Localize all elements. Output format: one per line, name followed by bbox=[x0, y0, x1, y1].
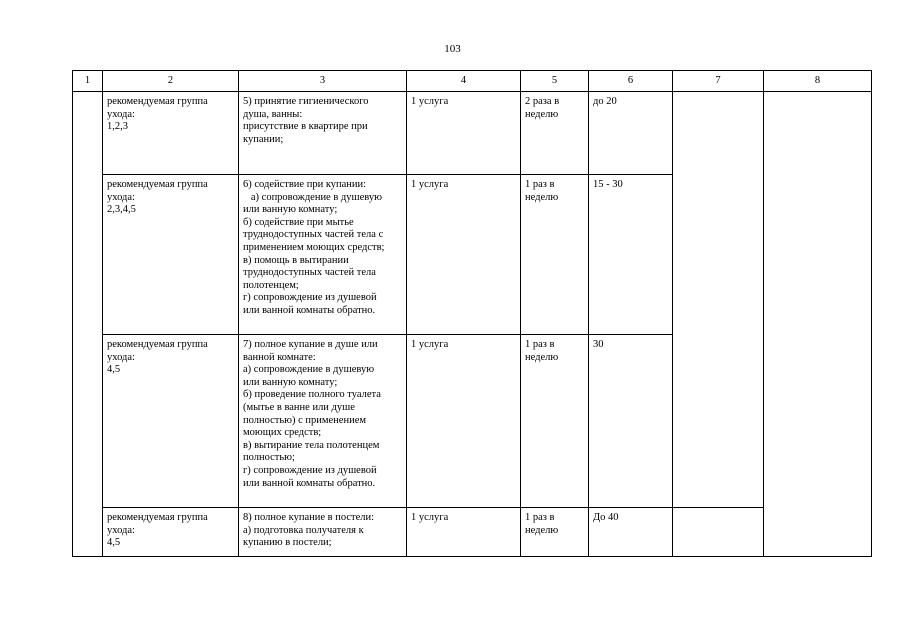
service-line: 5) принятие гигиенического bbox=[243, 96, 369, 107]
group-line: 1,2,3 bbox=[107, 121, 128, 133]
header-cell-6: 6 bbox=[589, 71, 673, 92]
service-line: полотенцем; bbox=[243, 279, 299, 291]
time-cell: до 20 bbox=[589, 92, 673, 175]
header-cell-5: 5 bbox=[521, 71, 589, 92]
group-cell bbox=[103, 508, 239, 557]
service-line: или ванной комнаты обратно. bbox=[243, 304, 376, 316]
service-line: (мытье в ванне или душе bbox=[243, 401, 355, 413]
services-table bbox=[72, 70, 872, 557]
service-line: б) проведение полного туалета bbox=[243, 389, 381, 401]
service-cell bbox=[239, 175, 407, 335]
service-line: моющих средств; bbox=[243, 427, 322, 439]
unit-cell: 1 услуга bbox=[407, 508, 521, 557]
service-cell bbox=[239, 335, 407, 508]
time-cell: 15 - 30 bbox=[589, 175, 673, 335]
group-line: ухода: bbox=[107, 191, 135, 203]
time-cell: До 40 bbox=[589, 508, 673, 557]
group-line: ухода: bbox=[107, 524, 135, 536]
frequency-cell bbox=[521, 175, 589, 335]
service-line: купании; bbox=[243, 133, 284, 145]
header-cell-8: 8 bbox=[764, 71, 872, 92]
group-cell bbox=[103, 92, 239, 175]
header-cell-1: 1 bbox=[73, 71, 103, 92]
service-line: применением моющих средств; bbox=[243, 241, 385, 253]
group-line: рекомендуемая группа bbox=[107, 179, 208, 190]
group-line: рекомендуемая группа bbox=[107, 96, 208, 107]
col8-merged-cell bbox=[764, 92, 872, 557]
table-row bbox=[73, 92, 872, 175]
group-line: ухода: bbox=[107, 351, 135, 363]
page-number: 103 bbox=[444, 43, 461, 55]
group-line: ухода: bbox=[107, 108, 135, 120]
col1-merged-cell bbox=[73, 92, 103, 557]
group-cell bbox=[103, 335, 239, 508]
group-line: 4,5 bbox=[107, 364, 121, 376]
frequency-line: 2 раза в bbox=[525, 96, 560, 107]
col7-cell bbox=[673, 508, 764, 557]
service-line: б) содействие при мытье bbox=[243, 216, 354, 228]
service-line: полностью; bbox=[243, 452, 295, 464]
time-cell: 30 bbox=[589, 335, 673, 508]
service-line: душа, ванны: bbox=[243, 108, 303, 120]
header-row bbox=[73, 71, 872, 92]
frequency-line: 1 раз в bbox=[525, 512, 555, 523]
service-line: труднодоступных частей тела с bbox=[243, 229, 384, 241]
header-cell-3: 3 bbox=[239, 71, 407, 92]
unit-cell: 1 услуга bbox=[407, 92, 521, 175]
service-line: полностью) с применением bbox=[243, 414, 367, 426]
service-line: а) подготовка получателя к bbox=[243, 524, 364, 536]
frequency-cell bbox=[521, 508, 589, 557]
service-cell bbox=[239, 508, 407, 557]
service-cell bbox=[239, 92, 407, 175]
frequency-line: 1 раз в bbox=[525, 179, 555, 190]
service-line: в) вытирание тела полотенцем bbox=[243, 439, 380, 451]
group-line: рекомендуемая группа bbox=[107, 512, 208, 523]
group-cell bbox=[103, 175, 239, 335]
group-line: 2,3,4,5 bbox=[107, 204, 136, 216]
service-line: труднодоступных частей тела bbox=[243, 267, 376, 279]
frequency-cell bbox=[521, 92, 589, 175]
frequency-line: 1 раз в bbox=[525, 339, 555, 350]
frequency-line: неделю bbox=[525, 191, 559, 203]
frequency-cell bbox=[521, 335, 589, 508]
header-cell-2: 2 bbox=[103, 71, 239, 92]
service-line: 7) полное купание в душе или bbox=[243, 339, 378, 350]
service-line: 6) содействие при купании: bbox=[243, 179, 367, 190]
frequency-line: неделю bbox=[525, 524, 559, 536]
service-line: в) помощь в вытирании bbox=[243, 254, 349, 266]
service-line: или ванную комнату; bbox=[243, 204, 338, 216]
service-line: г) сопровождение из душевой bbox=[243, 292, 377, 304]
service-line: а) сопровождение в душевую bbox=[243, 191, 382, 203]
service-line: или ванную комнату; bbox=[243, 376, 338, 388]
header-cell-7: 7 bbox=[673, 71, 764, 92]
frequency-line: неделю bbox=[525, 351, 559, 363]
service-line: г) сопровождение из душевой bbox=[243, 464, 377, 476]
service-line: ванной комнате: bbox=[243, 351, 316, 363]
service-line: присутствие в квартире при bbox=[243, 121, 368, 133]
unit-cell: 1 услуга bbox=[407, 175, 521, 335]
unit-cell: 1 услуга bbox=[407, 335, 521, 508]
group-line: 4,5 bbox=[107, 537, 121, 549]
header-cell-4: 4 bbox=[407, 71, 521, 92]
service-line: 8) полное купание в постели: bbox=[243, 512, 375, 523]
service-line: а) сопровождение в душевую bbox=[243, 364, 375, 376]
service-line: купанию в постели; bbox=[243, 537, 332, 549]
service-line: или ванной комнаты обратно. bbox=[243, 477, 376, 489]
group-line: рекомендуемая группа bbox=[107, 339, 208, 350]
frequency-line: неделю bbox=[525, 108, 559, 120]
col7-merged-cell bbox=[673, 92, 764, 508]
table-row bbox=[73, 508, 872, 557]
